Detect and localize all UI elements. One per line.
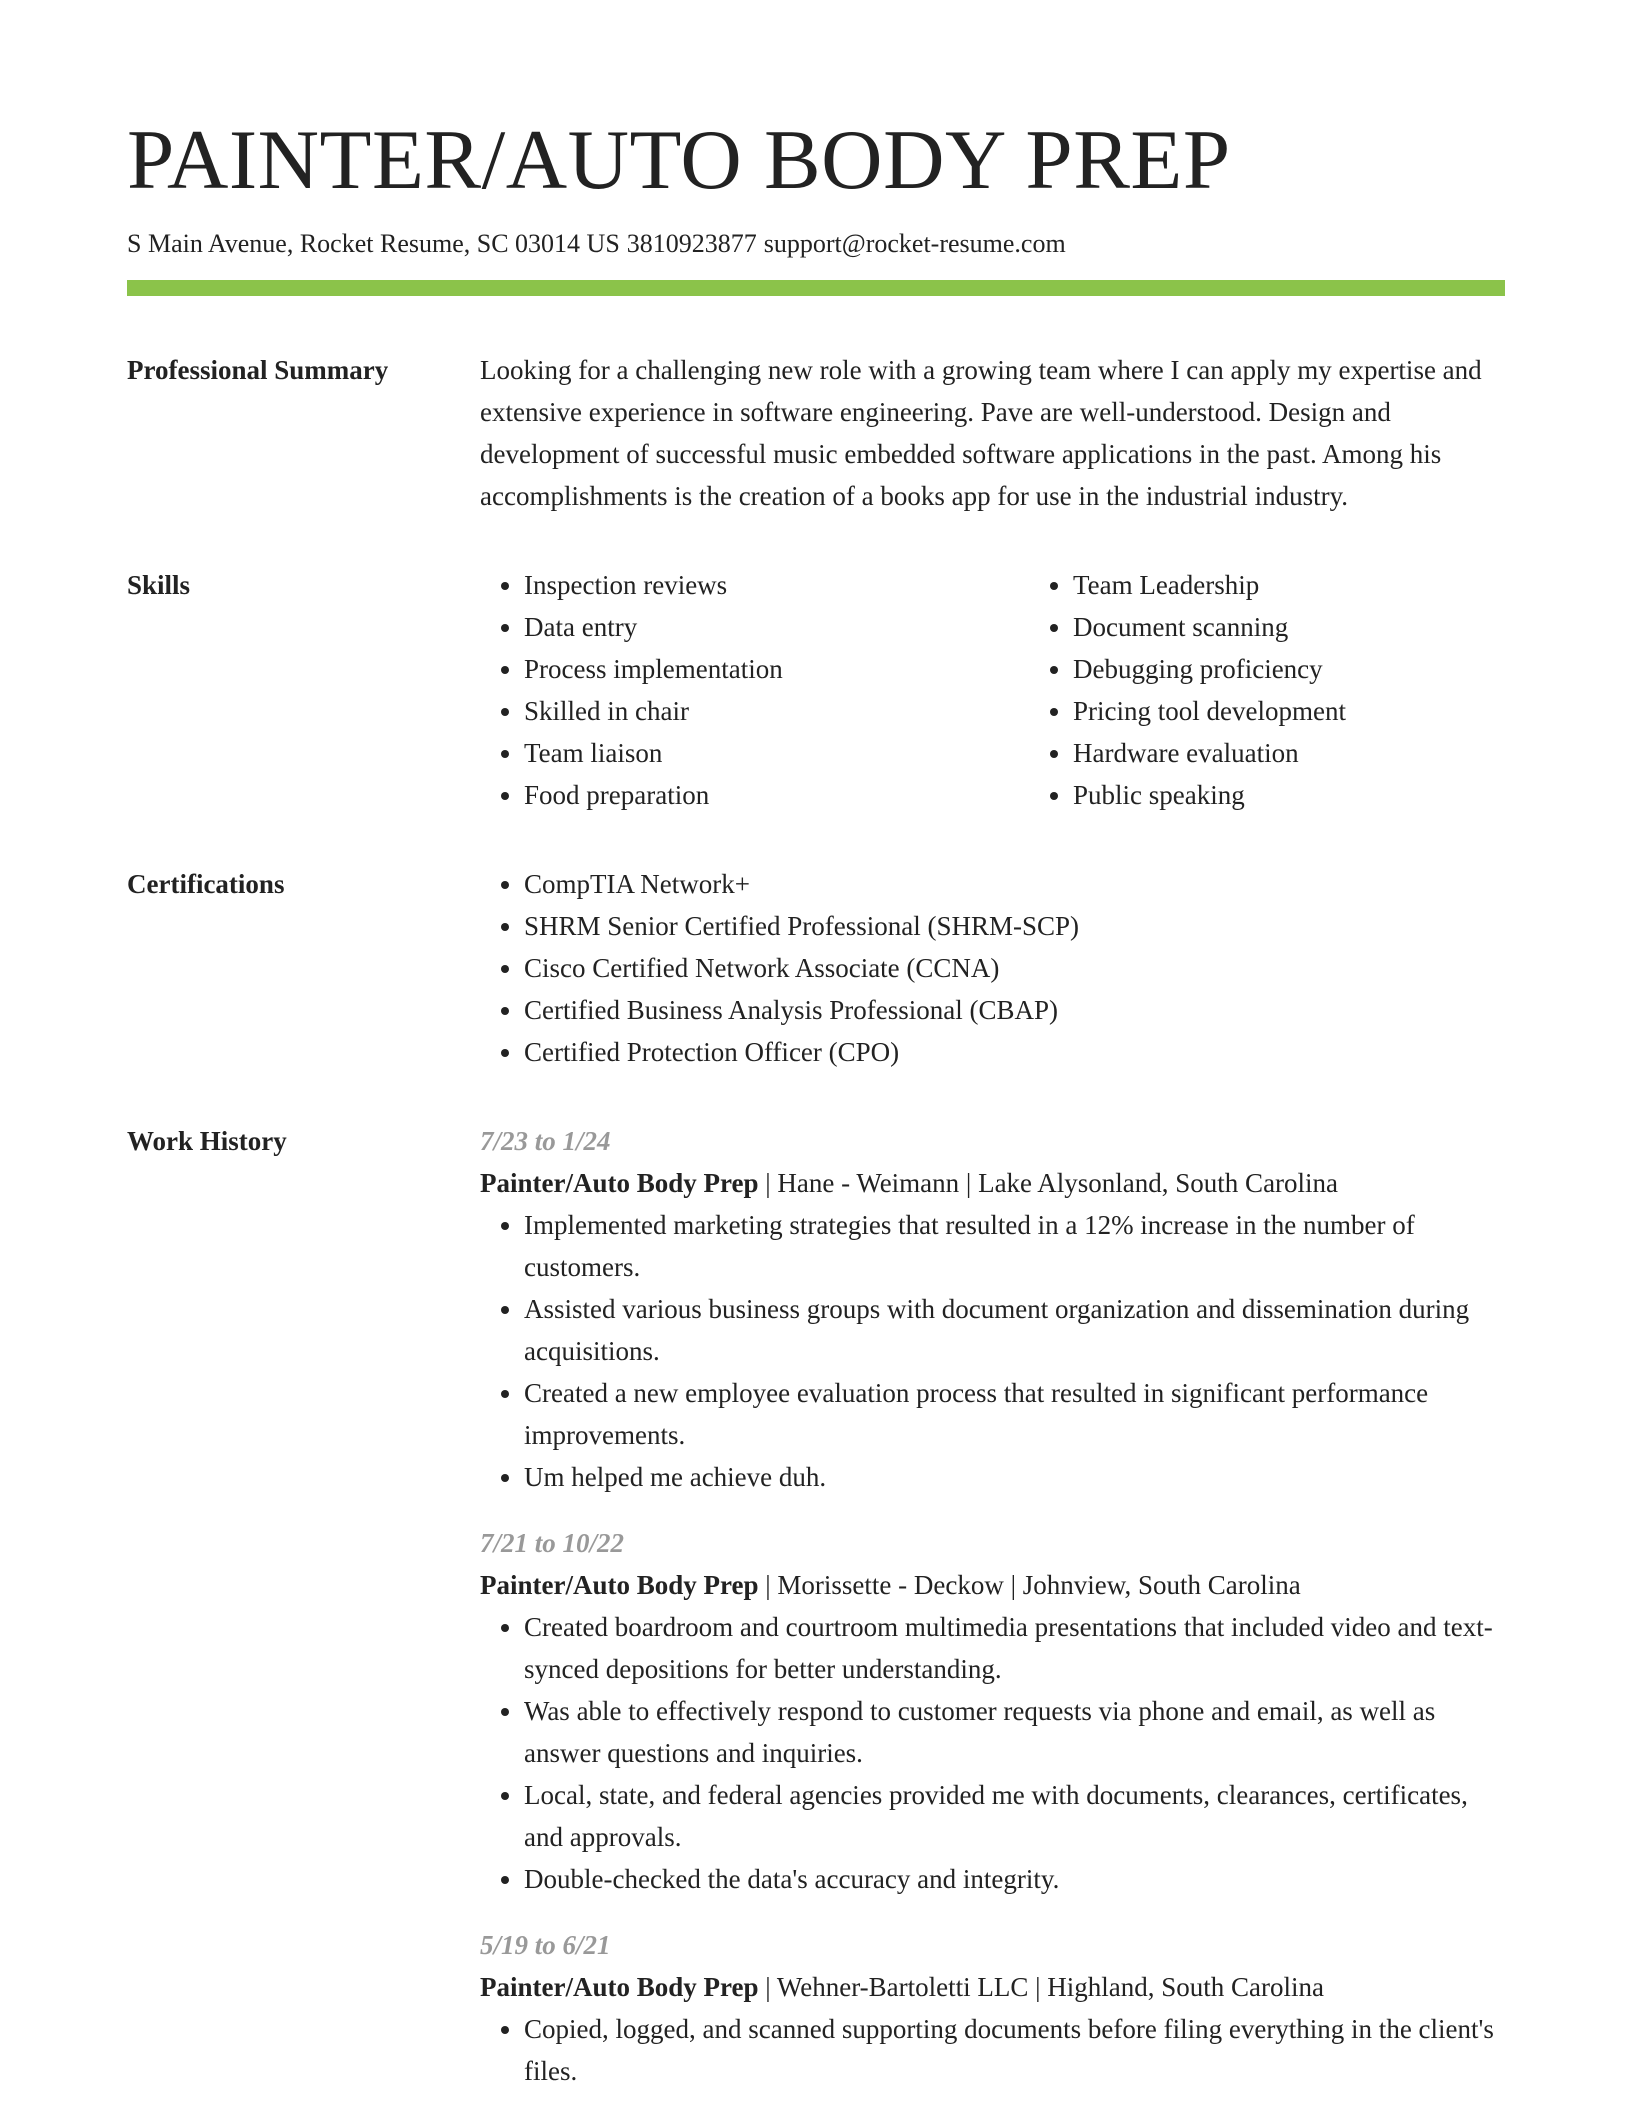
skill-item: • Public speaking	[1073, 774, 1578, 816]
certification-item: • SHRM Senior Certified Professional (SHRM-SCP)	[524, 905, 1505, 947]
job-dates: 5/19 to 6/21	[480, 1929, 611, 1960]
job-header	[480, 1162, 1505, 1204]
job-bullet: • Um helped me achieve duh.	[524, 1456, 1505, 1498]
section-work-history	[127, 1120, 1505, 2092]
section-summary	[127, 349, 1505, 517]
skill-item: • Debugging proficiency	[1073, 648, 1578, 690]
job-details: | Wehner-Bartoletti LLC | Highland, South Carolina	[758, 1971, 1324, 2002]
skill-item: • Inspection reviews	[524, 564, 1029, 606]
job-bullets	[480, 1606, 1505, 1900]
job-bullet: • Copied, logged, and scanned supporting documents before filing everything in the client's files.	[524, 2008, 1505, 2092]
certification-item: • Certified Protection Officer (CPO)	[524, 1031, 1505, 1073]
contact-phone: 3810923877	[626, 229, 757, 258]
contact-line	[127, 227, 1505, 261]
job-dates: 7/23 to 1/24	[480, 1125, 611, 1156]
skills-list-left	[480, 564, 1029, 816]
resume-page	[127, 113, 1505, 2092]
skills-grid	[480, 564, 1578, 816]
contact-email: support@rocket-resume.com	[763, 229, 1066, 258]
skill-item: • Pricing tool development	[1073, 690, 1578, 732]
certifications-list	[480, 863, 1505, 1073]
skill-item: • Data entry	[524, 606, 1029, 648]
skill-item: • Process implementation	[524, 648, 1029, 690]
skill-item: • Document scanning	[1073, 606, 1578, 648]
work-history-body	[480, 1120, 1505, 2092]
contact-address: S Main Avenue, Rocket Resume, SC 03014 US	[127, 229, 620, 258]
section-title-certifications: Certifications	[127, 868, 285, 899]
certification-item: • CompTIA Network+	[524, 863, 1505, 905]
job-bullet: • Local, state, and federal agencies provided me with documents, clearances, certificates, and approvals.	[524, 1774, 1505, 1858]
certification-item: • Certified Business Analysis Professional (CBAP)	[524, 989, 1505, 1031]
summary-body	[480, 349, 1505, 517]
job-details: | Hane - Weimann | Lake Alysonland, South Carolina	[758, 1167, 1339, 1198]
job-bullet: • Assisted various business groups with document organization and dissemination during acquisitions.	[524, 1288, 1505, 1372]
job-details: | Morissette - Deckow | Johnview, South Carolina	[758, 1569, 1301, 1600]
header-divider	[127, 280, 1505, 296]
section-title-summary: Professional Summary	[127, 354, 389, 385]
resume-name: PAINTER/AUTO BODY PREP	[127, 113, 1231, 207]
job-entry	[480, 1924, 1505, 2092]
skill-item: • Food preparation	[524, 774, 1029, 816]
job-header	[480, 1564, 1505, 1606]
job-title: Painter/Auto Body Prep	[480, 1569, 759, 1600]
job-bullet: • Was able to effectively respond to customer requests via phone and email, as well as answer questions and inquiries.	[524, 1690, 1505, 1774]
job-header	[480, 1966, 1505, 2008]
skill-item: • Team Leadership	[1073, 564, 1578, 606]
job-title: Painter/Auto Body Prep	[480, 1971, 759, 2002]
certifications-body	[480, 863, 1505, 1073]
job-title: Painter/Auto Body Prep	[480, 1167, 759, 1198]
skill-item: • Hardware evaluation	[1073, 732, 1578, 774]
job-bullets	[480, 2008, 1505, 2092]
section-certifications	[127, 863, 1505, 1073]
job-bullet: • Created boardroom and courtroom multimedia presentations that included video and text-synced depositions for better understanding.	[524, 1606, 1505, 1690]
section-skills	[127, 564, 1505, 816]
summary-text: Looking for a challenging new role with a growing team where I can apply my expertise and extensive experience in software engineering. Pave are well-understood. Design and development of successful music embedded software applications in the past. Among his accomplishments is the creation of a books app for use in the industrial industry.	[480, 354, 1482, 511]
job-bullet: • Created a new employee evaluation process that resulted in significant performance improvements.	[524, 1372, 1505, 1456]
skill-item: • Skilled in chair	[524, 690, 1029, 732]
section-title-work-history: Work History	[127, 1125, 287, 1156]
job-bullet: • Implemented marketing strategies that resulted in a 12% increase in the number of customers.	[524, 1204, 1505, 1288]
job-bullets	[480, 1204, 1505, 1498]
job-entry	[480, 1120, 1505, 1498]
skill-item: • Team liaison	[524, 732, 1029, 774]
skills-list-right	[1029, 564, 1578, 816]
section-title-skills: Skills	[127, 569, 191, 600]
job-entry	[480, 1522, 1505, 1900]
job-bullet: • Double-checked the data's accuracy and integrity.	[524, 1858, 1505, 1900]
certification-item: • Cisco Certified Network Associate (CCNA)	[524, 947, 1505, 989]
job-dates: 7/21 to 10/22	[480, 1527, 625, 1558]
